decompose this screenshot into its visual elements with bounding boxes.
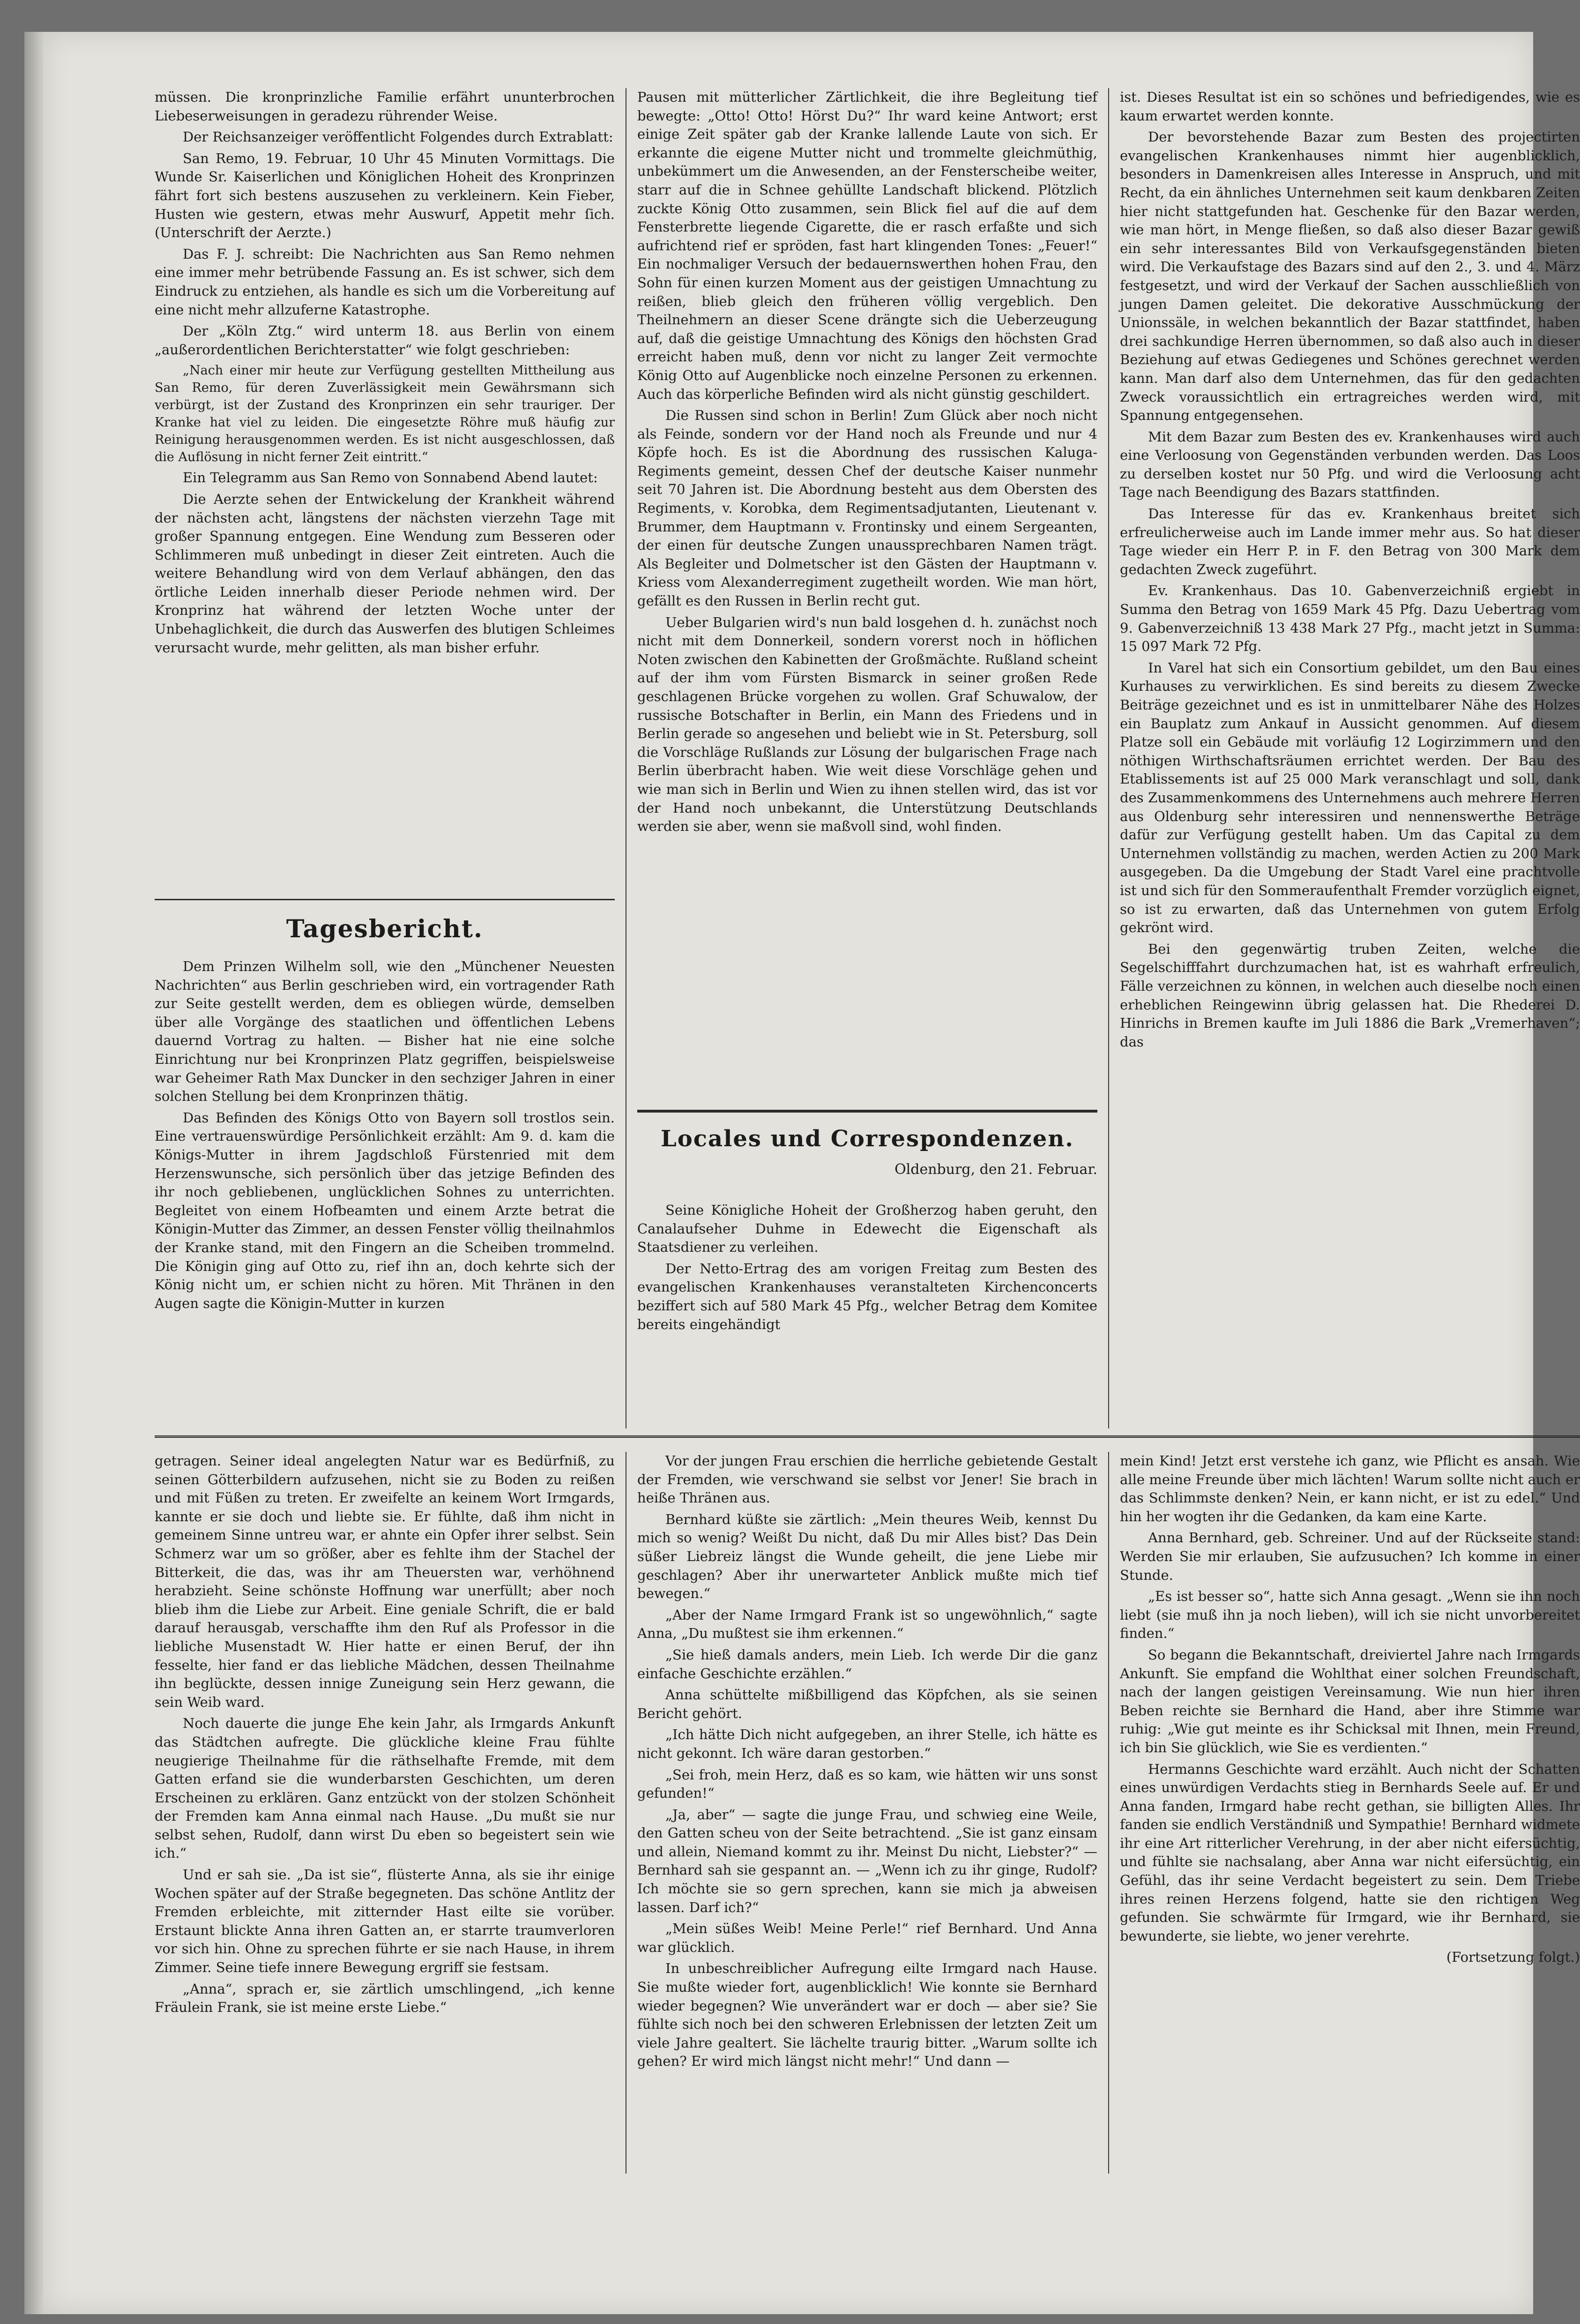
paragraph: Der bevorstehende Bazar zum Besten des projectirten evangelischen Krankenhauses nimmt hier augenblicklich, besonders in Damenkreisen alles Interesse in Anspruch, und mit Recht, da ein ähnliches Unternehmen seit kaum denkbaren Zeiten hier nicht stattgefunden hat. Geschenke für den Bazar werden, wie man hört, in Menge fließen, so daß also dieser Bazar gewiß ein sehr interessantes Bild von Verkaufsgegenständen bieten wird. Die Verkaufstage des Bazars sind auf den 2., 3. und 4. März festgesetzt, und wird der Verkauf der Sachen ausschließlich von jungen Damen geleitet. Die dekorative Ausschmückung der Unionssäle, in welchen bekanntlich der Bazar stattfindet, haben drei sachkundige Herren übernommen, so daß also auch in dieser Beziehung auf etwas Gediegenes und Schönes gerechnet werden kann. Man darf also dem Unternehmen, das für den gedachten Zweck voraussichtlich ein ertragreiches werden wird, mit Spannung entgegensehen. (1120, 129, 1580, 424)
dateline-text: Oldenburg, den 21. Februar. (894, 1161, 1097, 1178)
paragraph: Noch dauerte die junge Ehe kein Jahr, als Irmgards Ankunft das Städtchen aufregte. Die glückliche kleine Frau fühlte neugierige Theilnahme für die räthselhafte Fremde, mit dem Gatten erfand sie die wunderbarsten Geschichten, um deren Erscheinen zu erklären. Ganz entzückt von der stolzen Schönheit der Fremden kam Anna einmal nach Hause. „Du mußt sie nur selbst sehen, Rudolf, dann wirst Du eben so begeistert sein wie ich.“ (155, 1715, 615, 1861)
paragraph: Bernhard küßte sie zärtlich: „Mein theures Weib, kennst Du mich so wenig? Weißt Du nicht, daß Du mir Alles bist? Das Dein süßer Liebreiz längst die Wunde geheilt, die jene Liebe mir geschlagen? Aber ihr unerwarteter Anblick mußte mich tief bewegen.“ (637, 1511, 1097, 1602)
upper-column-1 (155, 88, 615, 894)
lower-column-3 (1120, 1452, 1580, 2174)
column-divider-4 (1108, 1452, 1109, 2174)
paragraph: In unbeschreiblicher Aufregung eilte Irmgard nach Hause. Sie mußte wieder fort, augenblicklich! Wie konnte sie Bernhard wieder begegnen? Wie unverändert war er doch — aber sie? Sie fühlte sich noch bei den schweren Erlebnissen der letzten Zeit um viele Jahre gealtert. Sie lächelte traurig bitter. „Warum sollte ich gehen? Er wird mich längst nicht mehr!“ Und dann — (637, 1960, 1097, 2070)
paragraph: Das F. J. schreibt: Die Nachrichten aus San Remo nehmen eine immer mehr betrübende Fassung an. Es ist schwer, sich dem Eindruck zu entziehen, als handle es sich um die Vorbereitung auf eine nicht mehr allzuferne Katastrophe. (155, 246, 615, 318)
paragraph: Und er sah sie. „Da ist sie“, flüsterte Anna, als sie ihr einige Wochen später auf der Straße begegneten. Das schöne Antlitz der Fremden erbleichte, mit zitternder Hast eilte sie vorüber. Erstaunt blickte Anna ihren Gatten an, er starrte traumverloren vor sich hin. Ohne zu sprechen führte er sie nach Hause, in ihrem Zimmer. Seine tiefe innere Bewegung ergriff sie festsam. (155, 1867, 615, 1976)
paragraph: „Es ist besser so“, hatte sich Anna gesagt. „Wenn sie ihn noch liebt (sie muß ihn ja noch lieben), will ich sie nicht unvorbereitet finden.“ (1120, 1588, 1580, 1642)
paragraph: „Anna“, sprach er, sie zärtlich umschlingend, „ich kenne Fräulein Frank, sie ist meine erste Liebe.“ (155, 1980, 615, 2016)
paragraph: Das Interesse für das ev. Krankenhaus breitet sich erfreulicherweise auch im Lande immer mehr aus. So hat dieser Tage wieder ein Herr P. in F. den Betrag von 300 Mark dem gedachten Zweck zugeführt. (1120, 506, 1580, 577)
paragraph: getragen. Seiner ideal angelegten Natur war es Bedürfniß, zu seinen Götterbildern aufzusehen, nicht sie zu Boden zu reißen und mit Füßen zu treten. Er zweifelte an keinem Wort Irmgards, kannte er sie doch und liebte sie. Er fühlte, daß ihm nicht in gemeinem Sinne untreu war, er ahnte ein Opfer ihrer selbst. Sein Schmerz war um so größer, aber es fehlte ihm der Stachel der Bitterkeit, die das, was ihr am Theuersten war, verhöhnend herabzieht. Seine schönste Hoffnung war unerfüllt; aber noch blieb ihm die Liebe zur Arbeit. Eine geniale Schrift, die er bald darauf herausgab, verschaffte ihm den Ruf als Professor in die liebliche Musenstadt W. Hier hatte er einen Beruf, der ihn fesselte, hier fand er das liebliche Mädchen, dessen Theilnahme ihn beglückte, dessen innige Zuneigung sein Herz gewann, die sein Weib ward. (155, 1453, 615, 1710)
paragraph: Das Befinden des Königs Otto von Bayern soll trostlos sein. Eine vertrauenswürdige Persönlichkeit erzählt: Am 9. d. kam die Königs-Mutter in ihrem Jagdschloß Fürstenried mit dem Herzenswunsche, sich persönlich über das jetzige Befinden des ihr noch gebliebenen, unglücklichen Sohnes zu unterrichten. Begleitet von einem Hofbeamten und einem Arzte betrat die Königin-Mutter das Zimmer, an dessen Fenster völlig theilnahmlos der Kranke stand, mit den Fingern an die Scheiben trommelnd. Die Königin ging auf Otto zu, rief ihn an, doch kehrte sich der König nicht um, er schien nicht zu hören. Mit Thränen in den Augen sagte die Königin-Mutter in kurzen (155, 1109, 615, 1311)
locales-top-rule (637, 1110, 1097, 1113)
paragraph: mein Kind! Jetzt erst verstehe ich ganz, wie Pflicht es ansah. Wie alle meine Freunde über mich lächten! Warum sollte nicht auch er das Schlimmste denken? Nein, er kann nicht, er ist zu edel.“ Und hin her wogten ihr die Gedanken, da kam eine Karte. (1120, 1453, 1580, 1524)
paragraph: müssen. Die kronprinzliche Familie erfährt ununterbrochen Liebeserweisungen in geradezu rührender Weise. (155, 89, 615, 124)
paragraph: Mit dem Bazar zum Besten des ev. Krankenhauses wird auch eine Verloosung von Gegenständen verbunden werden. Das Loos zu derselben kostet nur 50 Pfg. und wird die Verloosung acht Tage nach Beendigung des Bazars stattfinden. (1120, 428, 1580, 501)
paragraph: „Mein süßes Weib! Meine Perle!“ rief Bernhard. Und Anna war glücklich. (637, 1920, 1097, 1955)
paragraph: Pausen mit mütterlicher Zärtlichkeit, die ihre Begleitung tief bewegte: „Otto! Otto! Hörst Du?“ Ihr ward keine Antwort; erst einige Zeit später gab der Kranke lallende Laute von sich. Er erkannte die eigene Mutter nicht und trommelte gleichmüthig, unbekümmert um die Anwesenden, an der Fensterscheibe weiter, starr auf die in Schnee gehüllte Landschaft blickend. Plötzlich zuckte König Otto zusammen, sein Blick fiel auf die auf dem Fensterbrette liegende Cigarette, die er rasch erfaßte und sich aufrichtend rief er spröden, fast hart klingenden Tones: „Feuer!“ Ein nochmaliger Versuch der bedauernswerthen hohen Frau, den Sohn für einen kurzen Moment aus der geistigen Umnachtung zu reißen, blieb gleich den früheren völlig vergeblich. Den Theilnehmern an dieser Scene drängte sich die Ueberzeugung auf, daß die geistige Umnachtung des Königs den höchsten Grad erreicht haben muß, denn vor nicht zu langer Zeit vermochte König Otto auf Augenblicke noch einzelne Personen zu erkennen. Auch das körperliche Befinden wird als nicht günstig geschildert. (637, 89, 1097, 402)
feuilleton-divider (155, 1435, 1580, 1438)
paragraph: In Varel hat sich ein Consortium gebildet, um den Bau eines Kurhauses zu verwirklichen. Es sind bereits zu diesem Zwecke Beiträge gezeichnet und es ist in unmittelbarer Nähe des Holzes ein Bauplatz zum Ankauf in Aussicht genommen. Auf diesem Platze soll ein Gebäude mit vorläufig 12 Logirzimmern und den nöthigen Wirthschaftsräumen errichtet werden. Der Bau des Etablissements ist auf 25 000 Mark veranschlagt und soll, dank des Zusammenkommens des Unternehmens auch mehrere Herren aus Oldenburg sehr interessiren und nennenswerthe Beträge dafür zur Verfügung gestellt haben. Um das Capital zu dem Unternehmen vollständig zu machen, werden Actien zu 200 Mark ausgegeben. Da die Umgebung der Stadt Varel eine prachtvolle ist und sich für den Sommeraufenthalt Fremder vorzüglich eignet, so ist zu erwarten, daß das Unternehmen von gutem Erfolg gekrönt wird. (1120, 659, 1580, 936)
paragraph: San Remo, 19. Februar, 10 Uhr 45 Minuten Vormittags. Die Wunde Sr. Kaiserlichen und Königlichen Hoheit des Kronprinzen fährt fort sich bestens auszusehen zu verkleinern. Kein Fieber, Husten wie gestern, etwas mehr Auswurf, Appetit mehr ſich. (Unterschrift der Aerzte.) (155, 150, 615, 241)
paragraph: Ueber Bulgarien wird's nun bald losgehen d. h. zunächst noch nicht mit dem Donnerkeil, sondern vorerst noch in höflichen Noten zwischen den Kabinetten der Großmächte. Rußland scheint auf der ihm vom Fürsten Bismarck in seiner großen Rede geschlagenen Brücke vorgehen zu wollen. Graf Schuwalow, der russische Botschafter in Berlin, ein Mann des Friedens und in Berlin gerade so angesehen und beliebt wie in St. Petersburg, soll die Vorschläge Rußlands zur Lösung der bulgarischen Frage nach Berlin überbracht haben. Wie weit diese Vorschläge gehen und wie man sich in Berlin und Wien zu ihnen stellen wird, das ist vor der Hand noch unbekannt, die Unterstützung Deutschlands werden sie aber, wenn sie maßvoll sind, wohl finden. (637, 614, 1097, 835)
locales-heading: Locales und Correspondenzen. (661, 1126, 1074, 1152)
paragraph: Ein Telegramm aus San Remo von Sonnabend Abend lautet: (183, 470, 598, 486)
paragraph: Hermanns Geschichte ward erzählt. Auch nicht der Schatten eines unwürdigen Verdachts stieg in Bernhards Seele auf. Er und Anna fanden, Irmgard habe recht gethan, sie billigten Alles. Ihr fanden sie endlich Verständniß und Sympathie! Bernhard widmete ihr eine Art ritterlicher Verehrung, in der aber nicht eifersüchtig, und fühlte sie nachsalang, aber Anna war nicht eifersüchtig, ein Gefühl, das ihr seine Verdacht begeistert zu sein. Dem Triebe ihres reinen Herzens folgend, hatte sie den richtigen Weg gefunden. Sie schwärmte für Irmgard, wie ihr Bernhard, sie bewunderte, sie liebte, wo jener verehrte. (1120, 1761, 1580, 1944)
paragraph: Seine Königliche Hoheit der Großherzog haben geruht, den Canalaufseher Duhme in Edewecht die Eigenschaft als Staatsdiener zu verleihen. (637, 1202, 1097, 1255)
upper-column-2 (637, 88, 1097, 1110)
newspaper-page (43, 32, 1580, 2314)
paragraph: „Sei froh, mein Herz, daß es so kam, wie hätten wir uns sonst gefunden!“ (637, 1766, 1097, 1801)
paragraph: Bei den gegenwärtig truben Zeiten, welche die Segelschifffahrt durchzumachen hat, ist es wahrhaft erfreulich, Fälle verzeichnen zu können, in welchen auch dieselbe noch einen erheblichen Reingewinn übrig gelassen hat. Die Rhederei D. Hinrichs in Bremen kaufte im Juli 1886 die Bark „Vremerhaven“; das (1120, 941, 1580, 1050)
lower-column-1 (155, 1452, 615, 2174)
tagesbericht-heading-box (155, 908, 615, 950)
paragraph: „Aber der Name Irmgard Frank ist so ungewöhnlich,“ sagte Anna, „Du mußtest sie ihm erkennen.“ (637, 1607, 1097, 1642)
upper-column-1-lower (155, 957, 615, 1426)
paragraph: „Ja, aber“ — sagte die junge Frau, und schwieg eine Weile, den Gatten scheu von der Seite betrachtend. „Sie ist ganz einsam und allein, Niemand kommt zu ihr. Meinst Du nicht, Liebster?“ — Bernhard sah sie gespannt an. — „Wenn ich zu ihr ginge, Rudolf? Ich möchte sie so gern sprechen, kann sie mich ja abweisen lassen. Darf ich?“ (637, 1806, 1097, 1915)
paragraph: Der Netto-Ertrag des am vorigen Freitag zum Besten des evangelischen Krankenhauses veranstalteten Kirchenconcerts beziffert sich auf 580 Mark 45 Pfg., welcher Betrag dem Komitee bereits eingehändigt (637, 1260, 1097, 1332)
paragraph: Die Russen sind schon in Berlin! Zum Glück aber noch nicht als Feinde, sondern vor der Hand noch als Freunde und nur 4 Köpfe hoch. Es ist die Abordnung des russischen Kaluga-Regiments gemeint, dessen Chef der deutsche Kaiser nunmehr seit 70 Jahren ist. Die Abordnung besteht aus dem Obersten des Regiments, v. Korobka, dem Regimentsadjutanten, Lieutenant v. Brummer, dem Hauptmann v. Frontinsky und einem Sergeanten, der einen für deutsche Zungen unaussprechbaren Namen trägt. Als Begleiter und Dolmetscher ist den Gästen der Hauptmann v. Kriess vom Alexanderregiment zugetheilt worden. Wie man hört, gefällt es den Russen in Berlin recht gut. (637, 407, 1097, 609)
upper-column-3 (1120, 88, 1580, 1428)
paragraph: „Ich hätte Dich nicht aufgegeben, an ihrer Stelle, ich hätte es nicht gekonnt. Ich wäre daran gestorben.“ (637, 1726, 1097, 1761)
paragraph: So begann die Bekanntschaft, dreiviertel Jahre nach Irmgards Ankunft. Sie empfand die Wohlthat einer solchen Freundschaft, nach der langen geistigen Vereinsamung. Wie nun hier ihren Beben reichte sie Bernhard die Hand, aber ihre Stimme war ruhig: „Wie gut meinte es ihr Schicksal mit Ihnen, mein Freund, ich bin Sie glücklich, wie Sie es verdienten.“ (1120, 1646, 1580, 1756)
paragraph: (Fortsetzung folgt.) (1446, 1949, 1580, 1965)
paragraph: Dem Prinzen Wilhelm soll, wie den „Münchener Neuesten Nachrichten“ aus Berlin geschrieben wird, ein vortragender Rath zur Seite gestellt werden, dem es obliegen würde, demselben über alle Vorgänge des staatlichen und öffentlichen Lebens dauernd Vortrag zu halten. — Bisher hat nie eine solche Einrichtung nur bei Kronprinzen Platz gegriffen, beispielsweise war Geheimer Rath Max Duncker in den sechziger Jahren in einer solchen Stellung bei dem Kronprinzen thätig. (155, 958, 615, 1105)
paragraph: ist. Dieses Resultat ist ein so schönes und befriedigendes, wie es kaum erwartet werden konnte. (1120, 89, 1580, 124)
paragraph: Die Aerzte sehen der Entwickelung der Krankheit während der nächsten acht, längstens der nächsten vierzehn Tage mit großer Spannung entgegen. Eine Wendung zum Besseren oder Schlimmeren muß unbedingt in dieser Zeit eintreten. Auch die weitere Behandlung wird von dem Verlauf abhängen, den das örtliche Leiden innerhalb dieser Periode nehmen wird. Der Kronprinz hat während der letzten Woche unter der Unbehaglichkeit, die durch das Auswerfen des blutigen Schleimes verursacht wurde, mehr gelitten, als man bisher erfuhr. (155, 491, 615, 656)
paragraph: Anna schüttelte mißbilligend das Köpfchen, als sie seinen Bericht gehört. (637, 1687, 1097, 1721)
paragraph: Der Reichsanzeiger veröffentlicht Folgendes durch Extrablatt: (183, 129, 613, 145)
dateline (637, 1160, 1097, 1179)
paragraph: Ev. Krankenhaus. Das 10. Gabenverzeichniß ergiebt in Summa den Betrag von 1659 Mark 45 Pfg. Dazu Uebertrag vom 9. Gabenverzeichniß 13 438 Mark 27 Pfg., macht jetzt in Summa: 15 097 Mark 72 Pfg. (1120, 583, 1580, 655)
column-divider-2 (1108, 88, 1109, 1428)
tagesbericht-top-rule (155, 899, 615, 900)
paragraph: „Nach einer mir heute zur Verfügung gestellten Mittheilung aus San Remo, für deren Zuverlässigkeit mein Gewährsmann sich verbürgt, ist der Zustand des Kronprinzen ein sehr trauriger. Der Kranke hat viel zu leiden. Die eingesetzte Röhre muß häufig zur Reinigung herausgenommen werden. Es ist nicht ausgeschlossen, daß die Auflösung in nicht ferner Zeit eintritt.“ (155, 363, 615, 465)
paragraph: Anna Bernhard, geb. Schreiner. Und auf der Rückseite stand: Werden Sie mir erlauben, Sie aufzusuchen? Ich komme in einer Stunde. (1120, 1530, 1580, 1583)
paragraph: „Sie hieß damals anders, mein Lieb. Ich werde Dir die ganz einfache Geschichte erzählen.“ (637, 1646, 1097, 1681)
paragraph: Der „Köln Ztg.“ wird unterm 18. aus Berlin von einem „außerordentlichen Berichterstatter“ wie folgt geschrieben: (155, 323, 615, 358)
paragraph: Vor der jungen Frau erschien die herrliche gebietende Gestalt der Fremden, wie verschwand sie selbst vor Jener! Sie brach in heiße Thränen aus. (637, 1453, 1097, 1506)
tagesbericht-heading: Tagesbericht. (286, 915, 484, 943)
locales-heading-box (637, 1119, 1097, 1199)
lower-column-2 (637, 1452, 1097, 2174)
upper-column-2-lower (637, 1201, 1097, 1426)
